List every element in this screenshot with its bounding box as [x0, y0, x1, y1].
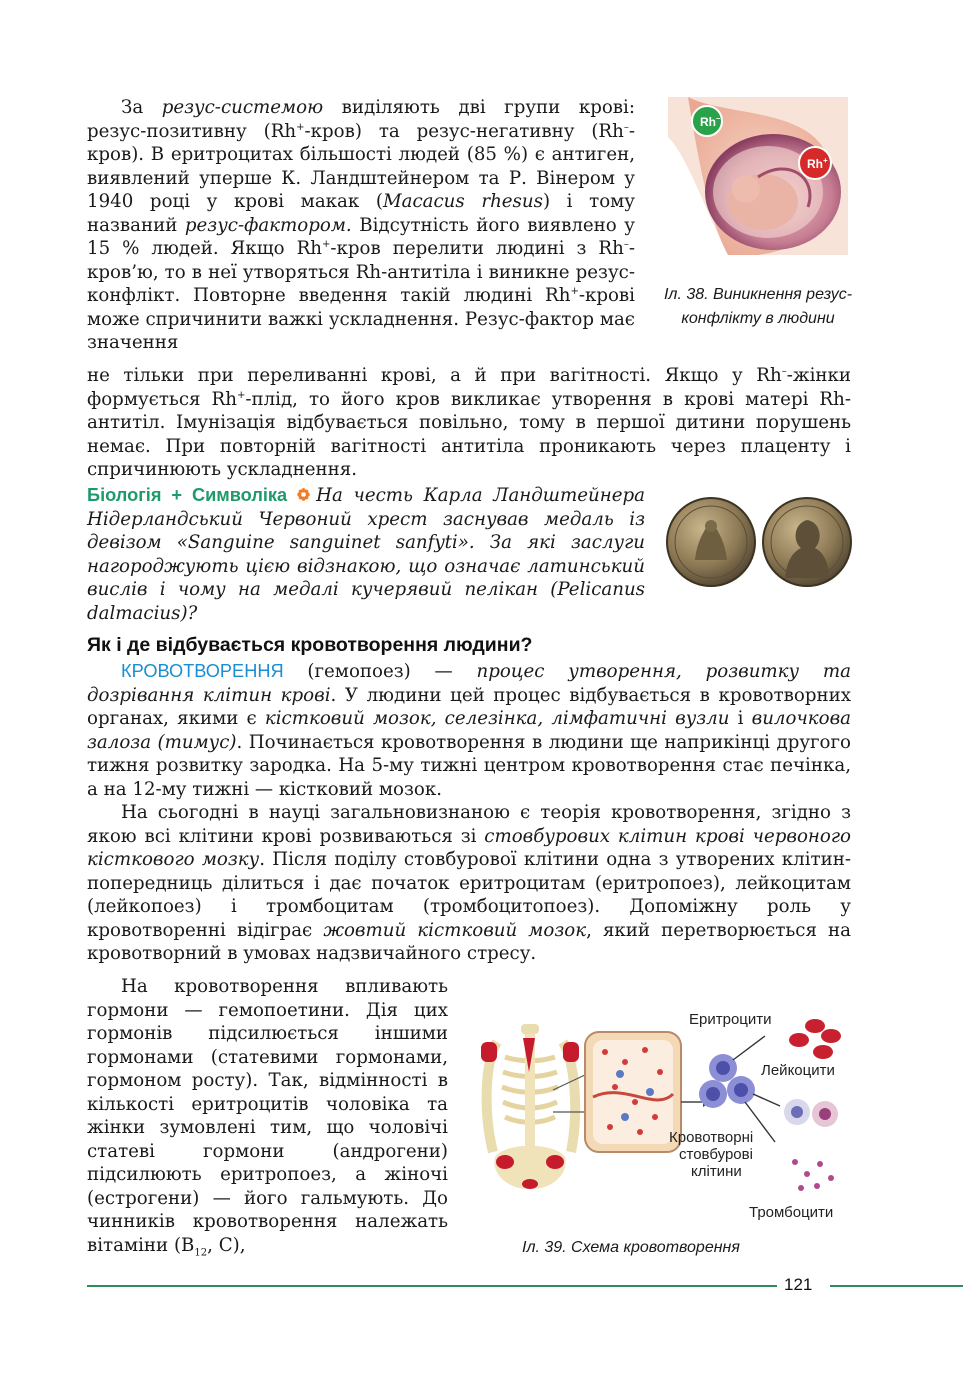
label-stem-line-2: стовбурові: [679, 1146, 753, 1163]
svg-text:Rh+: Rh+: [807, 156, 828, 171]
term-hematopoiesis: КРОВОТВОРЕННЯ: [121, 661, 284, 681]
rh-conflict-illustration: [668, 97, 848, 255]
section-heading: Як і де відбувається кровотворення людини?: [87, 634, 533, 656]
erythrocytes-cells: [789, 1019, 841, 1059]
figure-38-caption: Іл. 38. Виникнення резус-конфлікту в людини: [663, 286, 853, 327]
skeleton-illustration: [481, 1024, 579, 1189]
label-leukocytes: Лейкоцити: [761, 1062, 835, 1079]
label-erythrocytes: Еритроцити: [689, 1011, 772, 1028]
label-stem-line-3: клітини: [691, 1163, 742, 1180]
bone-marrow-section: [585, 1032, 681, 1152]
page-number: 121: [784, 1275, 813, 1294]
figure-39-caption: Іл. 39. Схема кровотворення: [522, 1239, 740, 1256]
paragraph-definition: КРОВОТВОРЕННЯ (гемопоез) — процес утворення, розвитку та дозрівання клітин крові. У людини цей процес відбувається в кровотворних органах, якими є кістковий мозок, селезінка, лімфатичні вузли і вилочкова залоза (тимус). Починається кровотворення в людини ще наприкінці другого тижня розвитку зародка. На 5-му тижні центром кровотворення стає печінка, а на 12-му тижні — кістковий мозок.: [87, 661, 851, 800]
paragraph-rh-system: За резус-системою виділяють дві групи крові: резус-позитивну (Rh+-кров) та резус-негативну (Rh–-кров). В еритроцитах більшості людей (85 %) є антиген, виявлений уперше К. Ландштейнером та Р. Вінером у 1940 році у крові макак (Macacus rhesus) і тому названий резус-фактором. Відсутність його виявлено у 15 % людей. Якщо Rh+-кров перелити людині з Rh–-кров’ю, то в неї утворяться Rh-антитіла і виникне резус-конфлікт. Повторне введення такій людині Rh+-крові може спричинити важкі ускладнення. Резус-фактор має значення: [87, 97, 635, 353]
label-platelets: Тромбоцити: [749, 1204, 834, 1221]
paragraph-stem-cell-theory: На сьогодні в науці загальновизнаною є теорія кровотворення, згідно з якою всі клітини крові розвиваються зі стовбурових клітин крові червоного кісткового мозку. Після поділу стовбурової клітини одна з утворених клітин-попередниць ділиться і дає початок еритроцитам (еритропоез), лейкоцитам (лейкопоез) і тромбоцитам (тромбоцитопоез). Допоміжну роль у кровотворенні відіграє жовтий кістковий мозок, який перетворюється на кровотворний в умовах надзвичайного стресу.: [87, 802, 851, 964]
rh-negative-badge: [692, 106, 722, 136]
biology-symbolism-tag: Біологія + Символіка: [87, 485, 288, 505]
stem-cells: [699, 1054, 755, 1108]
biology-symbolism-box: Біологія + Символіка На честь Карла Ландштейнера Нідерландський Червоний хрест заснував медаль із девізом «Sanguine sanguinet sanfyti». За які заслуги нагороджують цією відзнакою, що означає латинський вислів і чому на медалі кучерявий пелікан (Pelicanus dalmacius)?: [87, 485, 645, 624]
svg-text:Rh–: Rh–: [700, 114, 721, 129]
paragraph-hormones: На кровотворення впливають гормони — гемопоетини. Дія цих гормонів підсилюється іншими гормонами (статевими гормонами, гормоном росту). Так, відмінності в кількості еритроцитів чоловіка та жінки зумовлені тим, що чоловічі статеві гормони (андрогени) підсилюють еритропоез, а жіночі (естрогени) — його гальмують. До чинників кровотворення належать вітаміни ($B_{12}$, C),: [87, 976, 448, 1259]
platelets-cells: [792, 1159, 834, 1191]
footer-rule-right: [830, 1285, 963, 1287]
paragraph-rh-pregnancy: не тільки при переливанні крові, а й при вагітності. Якщо у Rh–-жінки формується Rh+-плід, то його кров викликає утворення в крові матері Rh-антитіл. Імунізація відбувається повільно, тому в першої дитини порушень немає. При повторній вагітності антитіла проникають через плаценту і спричинюють ускладнення.: [87, 365, 851, 480]
footer-rule-left: [87, 1285, 777, 1287]
flower-icon: [297, 484, 310, 508]
rh-positive-badge: [799, 147, 831, 179]
landsteiner-medals-image: [665, 490, 853, 594]
leukocytes-cells: [784, 1099, 838, 1127]
hematopoiesis-diagram: [475, 1002, 855, 1234]
hematopoiesis-text: [87, 660, 851, 966]
label-stem-line-1: Кровотворні: [669, 1129, 754, 1146]
